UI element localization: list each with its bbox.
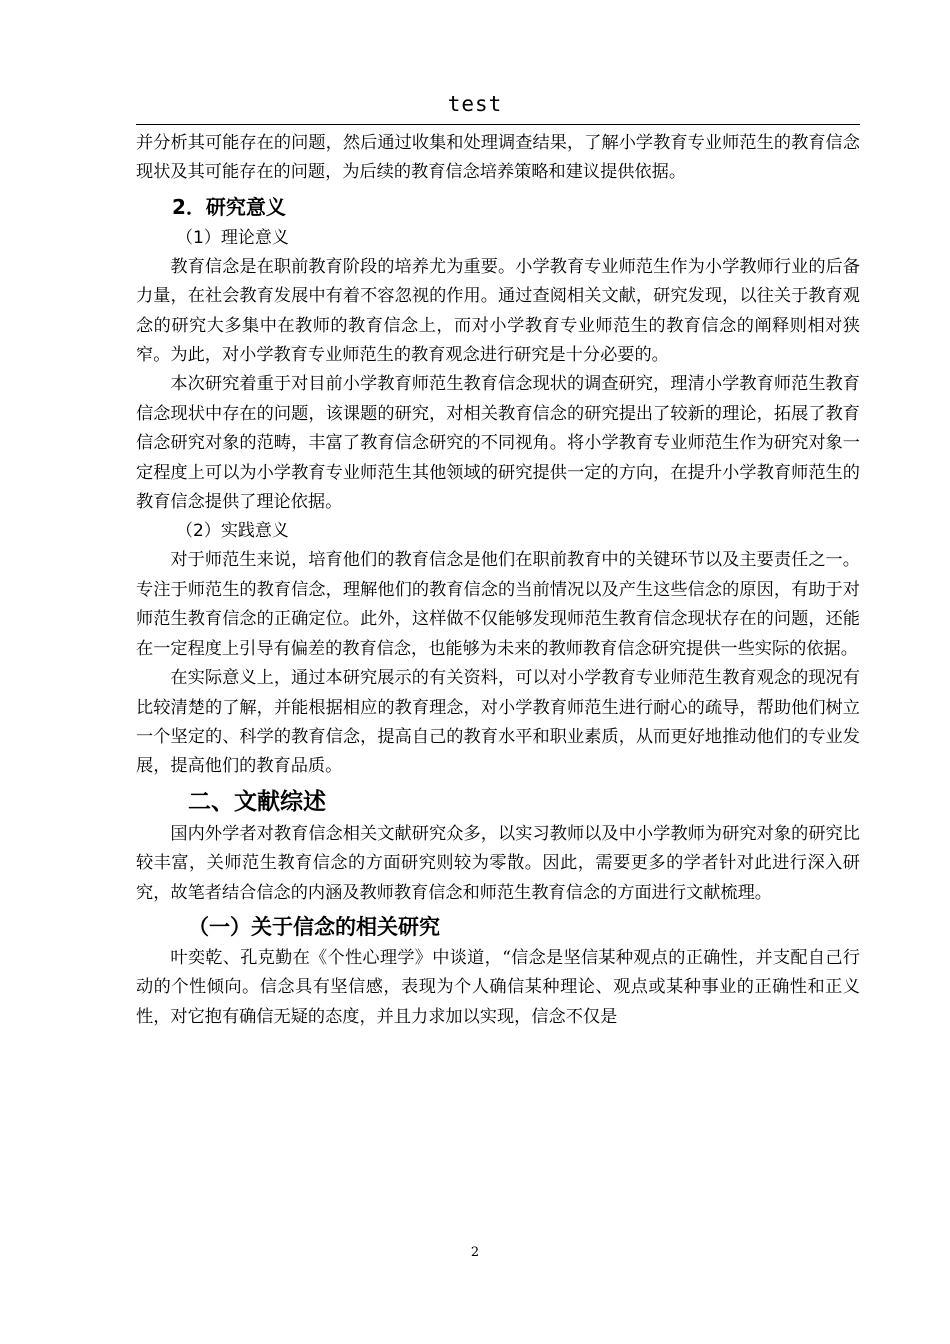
paragraph-continuation: 并分析其可能存在的问题，然后通过收集和处理调查结果，了解小学教育专业师范生的教育信念现状及其可能存在的问题，为后续的教育信念培养策略和建议提供依据。 (136, 133, 860, 183)
paragraph: 本次研究着重于对目前小学教育师范生教育信念现状的调查研究，理清小学教育师范生教育信念现状中存在的问题，该课题的研究，对相关教育信念的研究提出了较新的理论，拓展了教育信念研究对象的范畴，丰富了教育信念研究的不同视角。将小学教育专业师范生作为研究对象一定程度上可以为小学教育专业师范生其他领域的研究提供一定的方向，在提升小学教育师范生的教育信念提供了理论依据。 (136, 374, 860, 513)
header-rule (136, 124, 860, 125)
heading-literature-review: 二、文献综述 (188, 788, 326, 815)
page-header: test (447, 92, 503, 116)
page-body (136, 129, 860, 1032)
heading-practical-significance: （2）实践意义 (176, 521, 289, 542)
page-number: 2 (470, 1245, 480, 1260)
paragraph: 国内外学者对教育信念相关文献研究众多，以实习教师以及中小学教师为研究对象的研究比较丰富，关师范生教育信念的方面研究则较为零散。因此，需要更多的学者针对此进行深入研究，故笔者结合信念的内涵及教师教育信念和师范生教育信念的方面进行文献梳理。 (136, 823, 860, 903)
heading-research-significance: 2．研究意义 (172, 194, 286, 219)
paragraph: 教育信念是在职前教育阶段的培养尤为重要。小学教育专业师范生作为小学教师行业的后备力量，在社会教育发展中有着不容忽视的作用。通过查阅相关文献，研究发现，以往关于教育观念的研究大多集中在教师的教育信念上，而对小学教育专业师范生的教育信念的阐释则相对狭窄。为此，对小学教育专业师范生的教育观念进行研究是十分必要的。 (136, 256, 860, 366)
heading-theoretical-significance: （1）理论意义 (176, 227, 289, 248)
paragraph: 在实际意义上，通过本研究展示的有关资料，可以对小学教育专业师范生教育观念的现况有比较清楚的了解，并能根据相应的教育理念，对小学教育师范生进行耐心的疏导，帮助他们树立一个坚定的、科学的教育信念，提高自己的教育水平和职业素质，从而更好地推动他们的专业发展，提高他们的教育品质。 (136, 668, 860, 777)
paragraph: 对于师范生来说，培育他们的教育信念是他们在职前教育中的关键环节以及主要责任之一。专注于师范生的教育信念，理解他们的教育信念的当前情况以及产生这些信念的原因，有助于对师范生教育信念的正确定位。此外，这样做不仅能够发现师范生教育信念现状存在的问题，还能在一定程度上引导有偏差的教育信念，也能够为未来的教师教育信念研究提供一些实际的依据。 (136, 550, 860, 659)
heading-belief-research: （一）关于信念的相关研究 (188, 914, 440, 939)
paragraph: 叶奕乾、孔克勤在《个性心理学》中谈道，“信念是坚信某种观点的正确性，并支配自己行动的个性倾向。信念具有坚信感，表现为个人确信某种理论、观点或某种事业的正确性和正义性，对它抱有确信无疑的态度，并且力求加以实现，信念不仅是 (136, 947, 860, 1027)
